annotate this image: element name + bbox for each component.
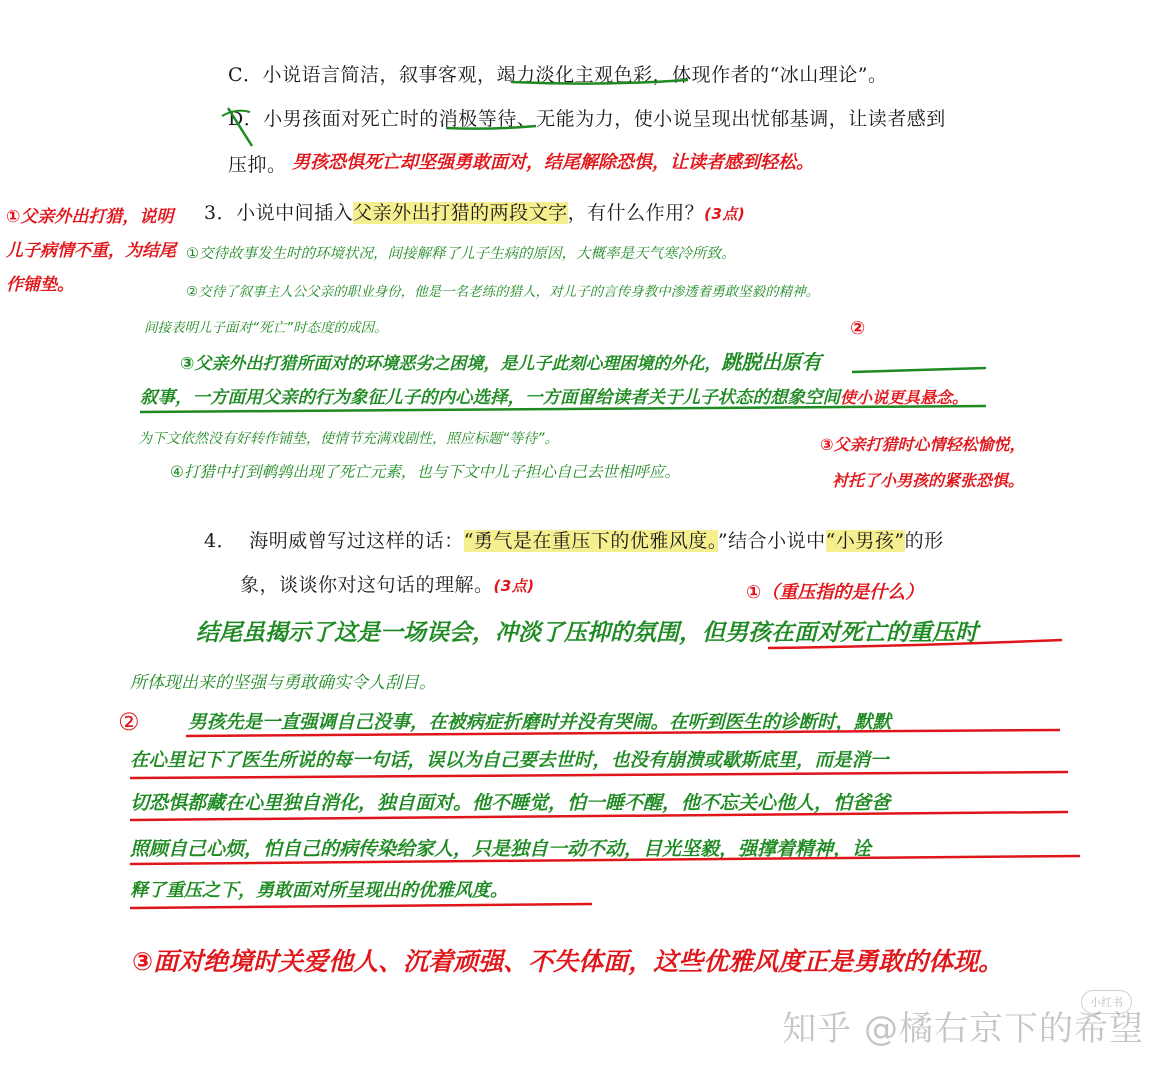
q4-p2-underline-1 [186,730,1060,736]
watermark-main: 知乎 @橘右京下的希望 [782,1009,1144,1049]
q4-number: 4． [204,530,237,552]
option-d-text-after: 、无能为力，使小说呈现出忧郁基调，让读者感到 [516,108,946,130]
q4-p2-line5: 释了重压之下，勇敢面对所呈现出的优雅风度。 [130,880,508,901]
q3-answer-3-line1-start: ③父亲外出打猎所面对的环境恶劣之困境，是儿子此刻心理困境的外化， [180,354,722,374]
q4-p1-underline [768,640,1062,648]
q4-quote-highlight: “勇气是在重压下的优雅风度。 [463,530,718,552]
q3-answer-3-line3: 为下文依然没有好转作铺垫，使情节充满戏剧性，照应标题“等待”。 [138,431,559,447]
option-d-label: D． [228,108,264,130]
q4-text-before: 海明威曾写过这样的话： [249,530,464,552]
q4-p2-underline-3 [130,812,1068,820]
q4-circle-2: ② [118,708,140,736]
q3-side-note-line2: 儿子病情不重，为结尾 [6,241,176,261]
q3-answer-1: ①交待故事发生时的环境状况，间接解释了儿子生病的原因，大概率是天气寒冷所致。 [186,246,736,262]
q4-p2-line3: 切恐惧都藏在心里独自消化，独自面对。他不睡觉，怕一睡不醒，他不忘关心他人，怕爸爸 [130,792,891,814]
q3-a3-underline-2 [140,406,986,412]
q4-boy-highlight: “小男孩” [825,530,905,552]
q3-answer-3-line2-text: 叙事，一方面用父亲的行为象征儿子的内心选择，一方面留给读者关于儿子状态的想象空间 [140,388,840,408]
q4-p1-line2: 所体现出来的坚强与勇敢确实令人刮目。 [130,673,436,693]
q4-p2-underline-4 [130,856,1080,864]
q3-answer-3-line1-end: 跳脱出原有 [721,350,822,374]
q3-text-before: 小说中间插入 [236,202,354,224]
q3-points: (3点) [704,205,746,223]
q3-red-note-line1: ③父亲打猎时心情轻松愉悦， [820,435,1026,454]
option-c-text-underlined: 竭力淡化主观色彩 [496,64,653,86]
q3-side-note-line1: ①父亲外出打猎，说明 [6,207,174,227]
q3-answer-3-circle: ② [850,318,866,339]
q4-note-top: ①（重压指的是什么） [746,582,924,603]
q4-p1-line1: 结尾虽揭示了这是一场误会，冲淡了压抑的氛围，但男孩在面对死亡的重压时 [196,620,978,646]
q4-points: (3点) [493,577,535,595]
option-d-strike-mark-2 [222,111,250,116]
q4-text-mid: ”结合小说中 [717,530,826,552]
option-c-text-before: 小说语言简洁，叙事客观， [262,64,497,86]
q4-p2-underline-2 [130,772,1068,778]
q3-number: 3． [204,202,237,224]
q4-p2-line4: 照顾自己心烦，怕自己的病传染给家人，只是独自一动不动，目光坚毅，强撑着精神，诠 [130,838,872,860]
q3-answer-2-line2: 间接表明儿子面对“死亡”时态度的成因。 [144,320,388,336]
q3-side-note-line3: 作铺垫。 [6,275,74,295]
q3-answer-4: ④打猎中打到鹌鹑出现了死亡元素，也与下文中儿子担心自己去世相呼应。 [170,463,680,481]
option-d-text-before: 小男孩面对死亡时的 [263,108,439,130]
q3-highlight: 父亲外出打猎的两段文字 [353,202,568,224]
q4-p2-underline-5 [130,904,592,908]
option-d-correction: 男孩恐惧死亡却坚强勇敢面对，结尾解除恐惧，让读者感到轻松。 [292,152,814,173]
q3-answer-3-line2-red: 使小说更具悬念。 [840,388,969,407]
q3-a3-underline-1 [852,368,986,372]
watermark-small: 小红书 [1081,990,1132,1014]
q4-text-after: 的形 [904,530,944,552]
option-d-underline [446,126,536,129]
q4-p3: ③面对绝境时关爱他人、沉着顽强、不失体面，这些优雅风度正是勇敢的体现。 [132,947,1004,976]
option-d-text-underlined: 消极等待 [438,108,517,130]
option-c-text-after: ，体现作者的“冰山理论”。 [652,64,888,86]
q4-p2-line1: 男孩先是一直强调自己没事，在被病症折磨时并没有哭闹。在听到医生的诊断时，默默 [188,712,892,733]
option-c-label: C． [228,64,263,86]
q4-p2-line2: 在心里记下了医生所说的每一句话，误以为自己要去世时，也没有崩溃或歇斯底里，而是消一 [130,750,889,771]
option-d-strike-mark [228,108,252,146]
option-c-underline [512,80,688,84]
q4-line2-text: 象，谈谈你对这句话的理解。 [240,574,494,596]
q3-text-after: ，有什么作用？ [567,202,705,224]
option-d-line2: 压抑。 [228,154,287,176]
q3-red-note-line2: 衬托了小男孩的紧张恐惧。 [832,471,1025,490]
q3-answer-2-line1: ②交待了叙事主人公父亲的职业身份，他是一名老练的猎人，对儿子的言传身教中渗透着勇敢坚毅的精神。 [186,284,820,300]
